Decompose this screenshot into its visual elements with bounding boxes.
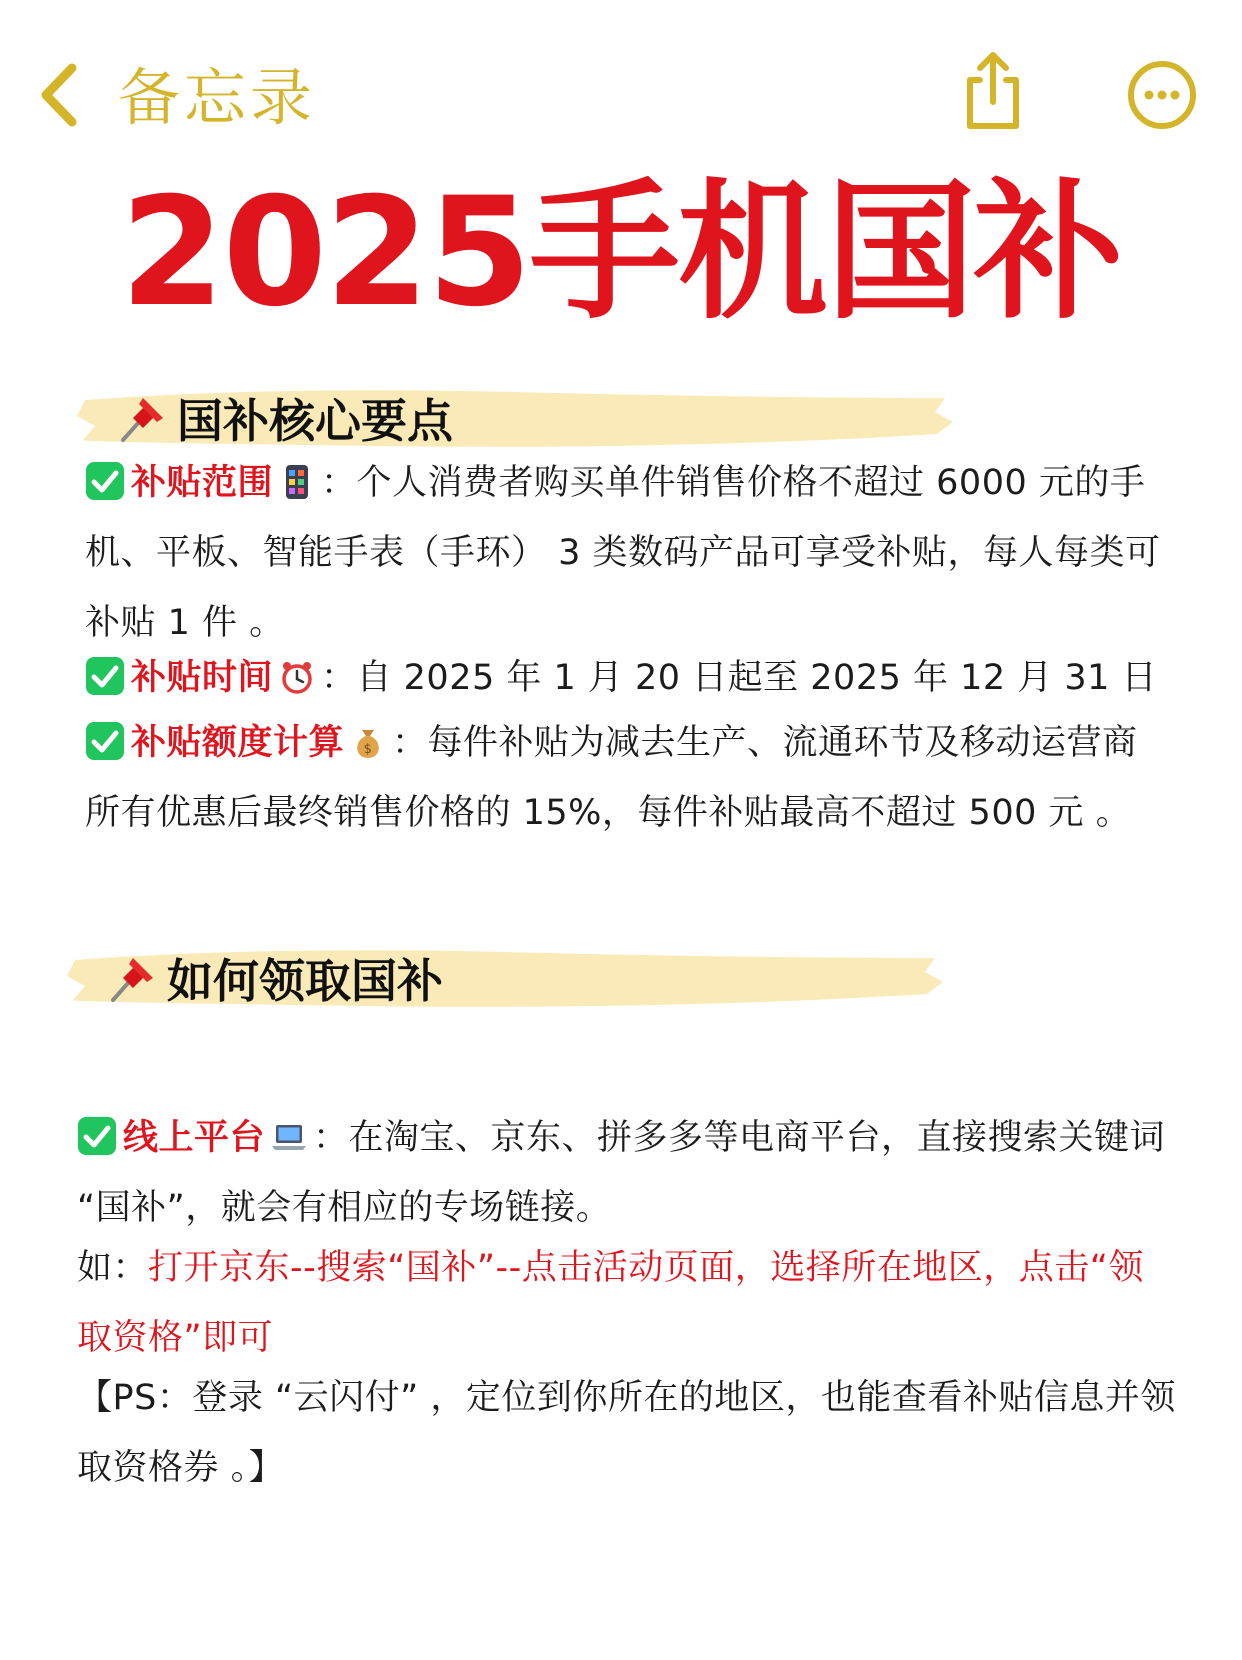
svg-text:$: $ — [363, 742, 373, 757]
example-instructions — [77, 1233, 1177, 1373]
money-bag-icon — [350, 724, 386, 760]
section-heading-text: 如何领取国补 — [167, 954, 443, 1008]
section-label — [115, 378, 453, 458]
example-text: 打开京东--搜索“国补”--点击活动页面，选择所在地区，点击“领取资格”即可 — [77, 1248, 1144, 1358]
check-mark-icon — [85, 721, 125, 761]
more-button[interactable] — [1125, 58, 1199, 132]
phone-icon — [279, 464, 315, 500]
example-prefix: 如： — [77, 1248, 149, 1288]
subsidy-amount-label: 补贴额度计算 — [131, 723, 345, 763]
section-heading-core-points — [75, 378, 955, 458]
alarm-clock-icon — [279, 659, 315, 695]
section-label — [105, 938, 443, 1018]
subsidy-scope-text: 个人消费者购买单件销售价格不超过 6000 元的手机、平板、智能手表（手环） 3 类数码产品可享受补贴，每人每类可补贴 1 件 。 — [85, 463, 1161, 643]
subsidy-amount-item: 补贴额度计算 $ ：每件补贴为减去生产、流通环节及移动运营商所有优惠后最终销售价格的 15%，每件补贴最高不超过 500 元 。 — [85, 723, 1138, 833]
online-platform-item: 线上平台 ：在淘宝、京东、拼多多等电商平台，直接搜索关键词 “国补”，就会有相应的专场链接。 — [77, 1118, 1166, 1228]
subsidy-scope-item: 补贴范围 ：个人消费者购买单件销售价格不超过 6000 元的手机、平板、智能手表（手环） 3 类数码产品可享受补贴，每人每类可补贴 1 件 。 — [85, 463, 1161, 643]
subsidy-time-item: 补贴时间 ：自 2025 年 1 月 20 日起至 2025 年 12 月 31 日 — [85, 643, 1165, 713]
ps-note: 【PS：登录 “云闪付” ，定位到你所在的地区，也能查看补贴信息并领取资格券 。】 — [77, 1378, 1176, 1488]
check-mark-icon — [85, 461, 125, 501]
pushpin-icon — [115, 390, 171, 446]
subsidy-time-label: 补贴时间 — [131, 658, 274, 698]
online-platform-text: 在淘宝、京东、拼多多等电商平台，直接搜索关键词 “国补”，就会有相应的专场链接。 — [77, 1118, 1166, 1228]
check-mark-icon — [85, 656, 125, 696]
back-button[interactable] — [28, 55, 88, 135]
subsidy-time-text: 自 2025 年 1 月 20 日起至 2025 年 12 月 31 日 — [356, 658, 1158, 698]
subsidy-amount-text: 每件补贴为减去生产、流通环节及移动运营商所有优惠后最终销售价格的 15%，每件补贴最高不超过 500 元 。 — [85, 723, 1138, 833]
check-mark-icon — [77, 1116, 117, 1156]
chevron-left-icon — [36, 60, 80, 130]
section-heading-how-to-claim — [65, 938, 945, 1018]
share-button[interactable] — [955, 48, 1031, 136]
nav-bar — [0, 0, 1242, 190]
share-icon — [960, 50, 1026, 134]
pushpin-icon — [105, 950, 161, 1006]
subsidy-scope-label: 补贴范围 — [131, 463, 274, 503]
online-platform-label: 线上平台 — [123, 1118, 266, 1158]
section-heading-text: 国补核心要点 — [177, 394, 453, 448]
notes-title[interactable]: 备忘录 — [118, 61, 317, 134]
more-icon — [1126, 59, 1198, 131]
laptop-icon — [271, 1119, 307, 1155]
main-title: 2025手机国补 — [120, 166, 1122, 340]
